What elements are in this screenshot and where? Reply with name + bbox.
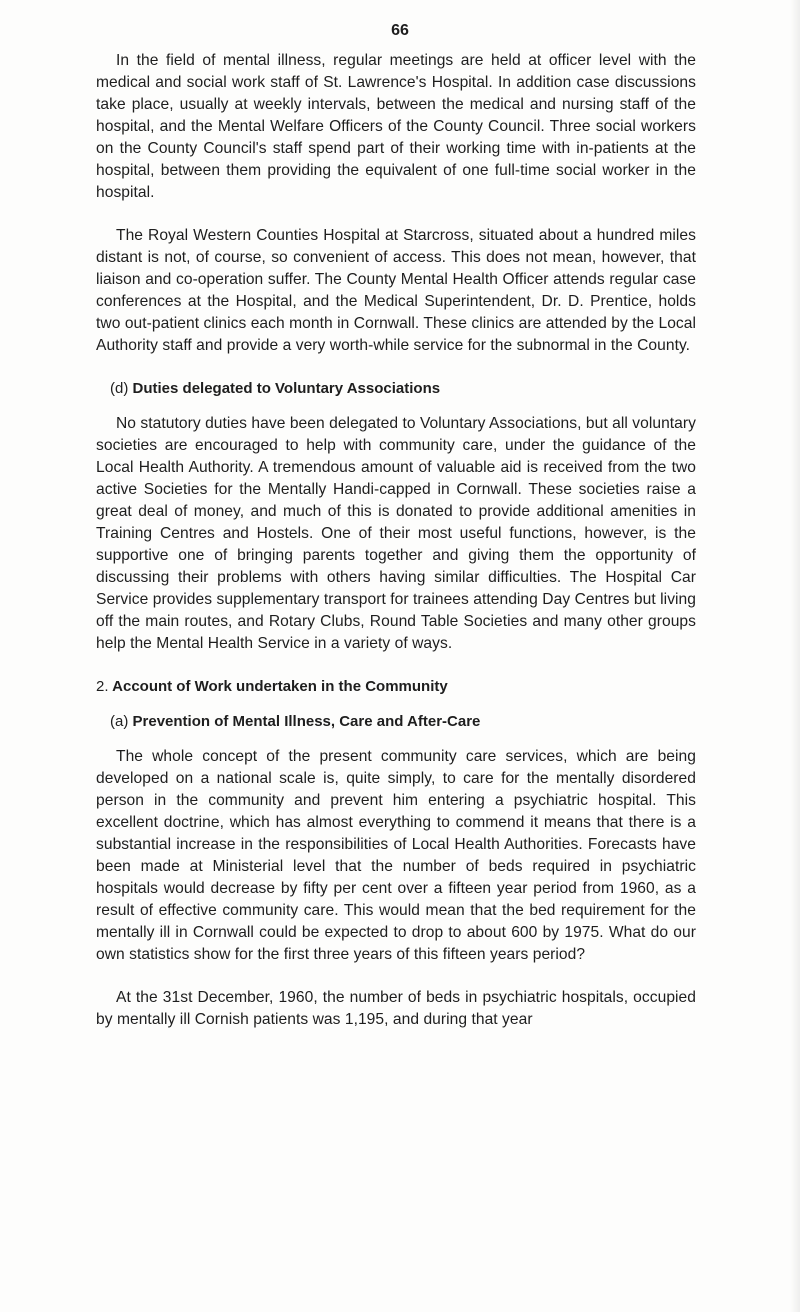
page-body: [96, 50, 696, 1031]
paragraph-bed-statistics: At the 31st December, 1960, the number of beds in psychiatric hospitals, occupied by mentally ill Cornish patients was 1,195, and during that year: [96, 989, 696, 1028]
heading-duties-delegated: [96, 378, 696, 400]
heading-title: Duties delegated to Voluntary Associations: [132, 380, 441, 397]
page-number: 66: [391, 22, 409, 39]
heading-title: Prevention of Mental Illness, Care and After-Care: [132, 713, 481, 730]
page-edge-shadow: [790, 0, 800, 1312]
heading-account-of-work: [96, 676, 696, 698]
paragraph-voluntary-associations: No statutory duties have been delegated to Voluntary Associations, but all voluntary societies are encouraged to help with community care, under the guidance of the Local Health Authority. A tremendous amount of valuable aid is received from the two active Societies for the Mentally Handi-capped in Cornwall. These societies raise a great deal of money, and much of this is donated to provide additional amenities in Training Centres and Hostels. One of their most useful functions, however, is the supportive one of bringing parents together and giving them the opportunity of discussing their problems with others having similar difficulties. The Hospital Car Service provides supplementary transport for trainees attending Day Centres but living off the main routes, and Rotary Clubs, Round Table Societies and many other groups help the Mental Health Service in a variety of ways.: [96, 415, 696, 652]
heading-label: 2.: [96, 678, 109, 695]
heading-prevention: [96, 711, 696, 733]
paragraph-mental-illness-liaison: In the field of mental illness, regular meetings are held at officer level with the medical and social work staff of St. Lawrence's Hospital. In addition case discussions take place, usually at weekly intervals, between the medical and nursing staff of the hospital, and the Mental Welfare Officers of the County Council. Three social workers on the County Council's staff spend part of their working time with in-patients at the hospital, between them providing the equivalent of one full-time social worker in the hospital.: [96, 52, 696, 201]
heading-title: Account of Work undertaken in the Community: [112, 678, 448, 695]
heading-label: (a): [110, 713, 129, 730]
paragraph-starcross-hospital: The Royal Western Counties Hospital at Starcross, situated about a hundred miles distant is not, of course, so convenient of access. This does not mean, however, that liaison and co-operation suffer. The County Mental Health Officer attends regular case conferences at the Hospital, and the Medical Superintendent, Dr. D. Prentice, holds two out-patient clinics each month in Cornwall. These clinics are attended by the Local Authority staff and provide a very worth-while service for the subnormal in the County.: [96, 227, 696, 354]
paragraph-community-care-concept: The whole concept of the present community care services, which are being developed on a national scale is, quite simply, to care for the mentally disordered person in the community and prevent him entering a psychiatric hospital. This excellent doctrine, which has almost everything to commend it means that there is a substantial increase in the responsibilities of Local Health Authorities. Forecasts have been made at Ministerial level that the number of beds required in psychiatric hospitals would decrease by fifty per cent over a fifteen year period from 1960, as a result of effective community care. This would mean that the bed requirement for the mentally ill in Cornwall could be expected to drop to about 600 by 1975. What do our own statistics show for the first three years of this fifteen years period?: [96, 748, 696, 963]
heading-label: (d): [110, 380, 129, 397]
